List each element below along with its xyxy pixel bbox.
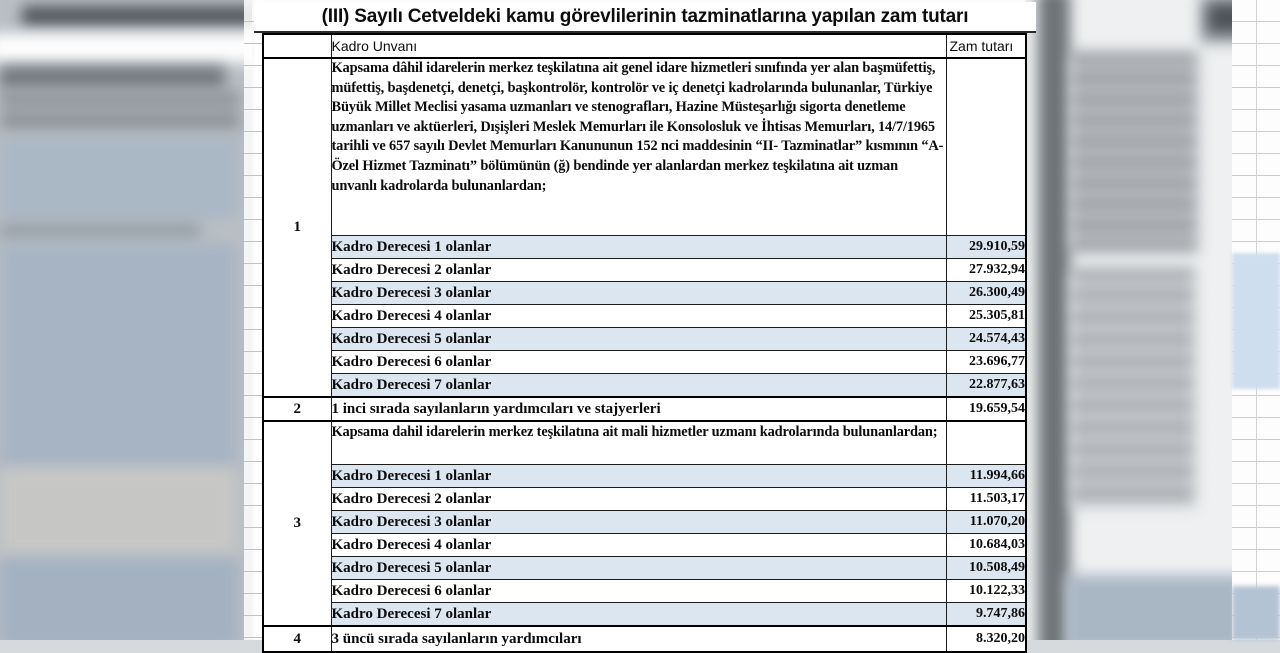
zam-tutari-value: 25.305,81 — [946, 305, 1026, 328]
zam-tutari-value: 10.684,03 — [946, 534, 1026, 557]
row-number: 1 — [263, 58, 331, 397]
kadro-label: Kadro Derecesi 1 olanlar — [331, 236, 946, 259]
zam-tutari-value: 11.994,66 — [946, 465, 1026, 488]
group-intro-text: Kapsama dâhil idarelerin merkez teşkilatına ait genel idare hizmetleri sınıfında yer alan başmüfettiş, müfettiş, başdenetçi, denetçi, başkontrolör, kontrolör ve iç denetçi kadrolarında bulunanlar, Türkiye Büyük Millet Meclisi yasama uzmanları ve stenografları, Hazine Müsteşarlığı sigorta denetleme uzmanları ve aktüerleri, Dışişleri Meslek Memurları ile Konsolosluk ve İhtisas Memurları, 14/7/1965 tarihli ve 657 sayılı Devlet Memurları Kanununun 152 nci maddesinin “II- Tazminatlar” kısmının “A- Özel Hizmet Tazminatı” bölümünün (ğ) bendinde yer alanlardan merkez teşkilatına ait uzman unvanlı kadrolarda bulunanlardan; — [331, 58, 946, 236]
table-row — [263, 603, 1026, 627]
kadro-label: Kadro Derecesi 7 olanlar — [331, 374, 946, 398]
page-title: (III) Sayılı Cetveldeki kamu görevlilerinin tazminatlarına yapılan zam tutarı — [321, 5, 969, 27]
table-row — [263, 58, 1026, 236]
blurred-background-left — [0, 0, 252, 640]
table-row — [263, 282, 1026, 305]
table-row — [263, 511, 1026, 534]
zam-tutari-empty — [946, 58, 1026, 236]
table-row — [263, 236, 1026, 259]
table-row — [263, 374, 1026, 398]
table-row — [263, 305, 1026, 328]
table-row — [263, 421, 1026, 465]
compensation-table — [262, 33, 1027, 653]
document-title-band — [254, 2, 1036, 33]
zam-tutari-value: 22.877,63 — [946, 374, 1026, 398]
table-row — [263, 626, 1026, 652]
table-row — [263, 351, 1026, 374]
zam-tutari-value: 8.320,20 — [946, 626, 1026, 652]
kadro-label: Kadro Derecesi 3 olanlar — [331, 511, 946, 534]
table-row — [263, 465, 1026, 488]
table-row — [263, 488, 1026, 511]
kadro-label: Kadro Derecesi 4 olanlar — [331, 305, 946, 328]
kadro-label: Kadro Derecesi 7 olanlar — [331, 603, 946, 627]
table-header-row — [263, 34, 1026, 58]
zam-tutari-empty — [946, 421, 1026, 465]
table-row — [263, 580, 1026, 603]
spreadsheet-gridline-strip-left — [244, 0, 262, 640]
row-number: 4 — [263, 626, 331, 652]
group-intro-text: Kapsama dahil idarelerin merkez teşkilatına ait mali hizmetler uzmanı kadrolarında bulunanlardan; — [331, 421, 946, 465]
zam-tutari-value: 26.300,49 — [946, 282, 1026, 305]
spreadsheet-gridline-strip-right — [1232, 0, 1280, 640]
zam-tutari-value: 10.508,49 — [946, 557, 1026, 580]
zam-tutari-value: 19.659,54 — [946, 397, 1026, 421]
zam-tutari-value: 23.696,77 — [946, 351, 1026, 374]
table-row — [263, 328, 1026, 351]
kadro-label: Kadro Derecesi 4 olanlar — [331, 534, 946, 557]
kadro-label: Kadro Derecesi 2 olanlar — [331, 488, 946, 511]
row-number: 3 — [263, 421, 331, 626]
kadro-label: Kadro Derecesi 6 olanlar — [331, 351, 946, 374]
row-number: 2 — [263, 397, 331, 421]
column-header-zam-tutari: Zam tutarı — [946, 34, 1026, 58]
kadro-label: Kadro Derecesi 6 olanlar — [331, 580, 946, 603]
zam-tutari-value: 27.932,94 — [946, 259, 1026, 282]
kadro-label: 3 üncü sırada sayılanların yardımcıları — [331, 626, 946, 652]
kadro-label: 1 inci sırada sayılanların yardımcıları ve stajyerleri — [331, 397, 946, 421]
zam-tutari-value: 24.574,43 — [946, 328, 1026, 351]
zam-tutari-value: 11.503,17 — [946, 488, 1026, 511]
kadro-label: Kadro Derecesi 5 olanlar — [331, 328, 946, 351]
table-row — [263, 534, 1026, 557]
column-header-number — [263, 34, 331, 58]
kadro-label: Kadro Derecesi 2 olanlar — [331, 259, 946, 282]
zam-tutari-value: 11.070,20 — [946, 511, 1026, 534]
table-row — [263, 259, 1026, 282]
kadro-label: Kadro Derecesi 5 olanlar — [331, 557, 946, 580]
table-row — [263, 397, 1026, 421]
table-body — [263, 58, 1026, 652]
zam-tutari-value: 9.747,86 — [946, 603, 1026, 627]
column-header-kadro-unvani: Kadro Unvanı — [331, 34, 946, 58]
kadro-label: Kadro Derecesi 1 olanlar — [331, 465, 946, 488]
kadro-label: Kadro Derecesi 3 olanlar — [331, 282, 946, 305]
zam-tutari-value: 29.910,59 — [946, 236, 1026, 259]
zam-tutari-value: 10.122,33 — [946, 580, 1026, 603]
table-row — [263, 557, 1026, 580]
